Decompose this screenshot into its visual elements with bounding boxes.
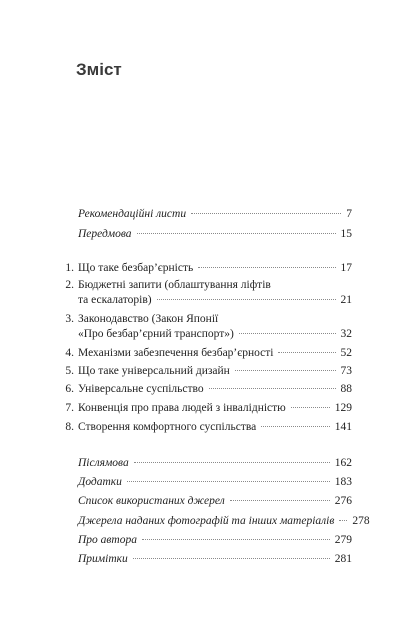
toc-entry-label: Примітки	[78, 553, 128, 565]
leader-dots	[230, 500, 330, 501]
chapter-number: 1.	[65, 262, 74, 274]
toc-entry-label: та ескалаторів)	[78, 294, 152, 306]
leader-dots	[191, 213, 341, 214]
leader-dots	[127, 481, 330, 482]
chapter-number: 6.	[65, 383, 74, 395]
leader-dots	[339, 520, 347, 521]
toc-entry-page: 183	[334, 476, 352, 488]
leader-dots	[137, 233, 336, 234]
toc-entry-label: Створення комфортного суспільства	[78, 421, 257, 433]
toc-entry-page: 129	[334, 402, 352, 414]
toc-entry-page: 21	[340, 294, 352, 306]
toc-entry-label: Передмова	[78, 228, 132, 240]
leader-dots	[133, 558, 330, 559]
leader-dots	[291, 407, 330, 408]
toc-entry-label: Джерела наданих фотографій та інших матеріалів	[78, 515, 335, 527]
leader-dots	[157, 299, 336, 300]
toc-entry-label: Список використаних джерел	[78, 495, 225, 507]
leader-dots	[235, 370, 336, 371]
toc-entry-page: 278	[352, 515, 370, 527]
toc-entry-label: Конвенція про права людей з інвалідністю	[78, 402, 286, 414]
leader-dots	[278, 352, 335, 353]
leader-dots	[261, 426, 330, 427]
chapter-number: 2.	[65, 279, 74, 291]
chapter-number: 8.	[65, 421, 74, 433]
toc-entry-page: 141	[334, 421, 352, 433]
toc-entry-label: «Про безбар’єрний транспорт»)	[78, 328, 234, 340]
chapter-number: 4.	[65, 347, 74, 359]
chapter-number: 5.	[65, 365, 74, 377]
toc-entry-page: 279	[334, 534, 352, 546]
toc-entry-label-line1: Законодавство (Закон Японії	[78, 313, 219, 325]
leader-dots	[239, 333, 336, 334]
toc-entry-label: Що таке безбар’єрність	[78, 262, 194, 274]
toc-entry-label: Що таке універсальний дизайн	[78, 365, 230, 377]
toc-chapter-2[interactable]	[62, 278, 352, 310]
toc-entry-label-line1: Бюджетні запити (облаштування ліфтів	[78, 279, 271, 291]
toc-entry-label: Рекомендаційні листи	[78, 208, 187, 220]
chapter-number: 7.	[65, 402, 74, 414]
page-title: Зміст	[76, 60, 122, 79]
toc-entry-page: 162	[334, 457, 352, 469]
leader-dots	[209, 388, 336, 389]
toc-entry-page: 281	[334, 553, 352, 565]
toc-entry-label: Післямова	[78, 457, 129, 469]
chapter-number: 3.	[65, 313, 74, 325]
toc-entry-label: Додатки	[78, 476, 122, 488]
toc-entry-label: Механізми забезпечення безбар’єрності	[78, 347, 274, 359]
toc-entry-page: 15	[340, 228, 352, 240]
toc-entry-label: Універсальне суспільство	[78, 383, 204, 395]
toc-entry-page: 32	[340, 328, 352, 340]
toc-entry-label: Про автора	[78, 534, 137, 546]
toc-chapter-3[interactable]	[62, 312, 352, 344]
leader-dots	[134, 462, 330, 463]
toc-entry-page: 7	[346, 208, 352, 220]
toc-entry-page: 52	[340, 347, 352, 359]
toc-entry-page: 276	[334, 495, 352, 507]
toc-entry-page: 73	[340, 365, 352, 377]
leader-dots	[142, 539, 330, 540]
leader-dots	[198, 267, 335, 268]
toc-entry-page: 88	[340, 383, 352, 395]
toc-entry-page: 17	[340, 262, 352, 274]
